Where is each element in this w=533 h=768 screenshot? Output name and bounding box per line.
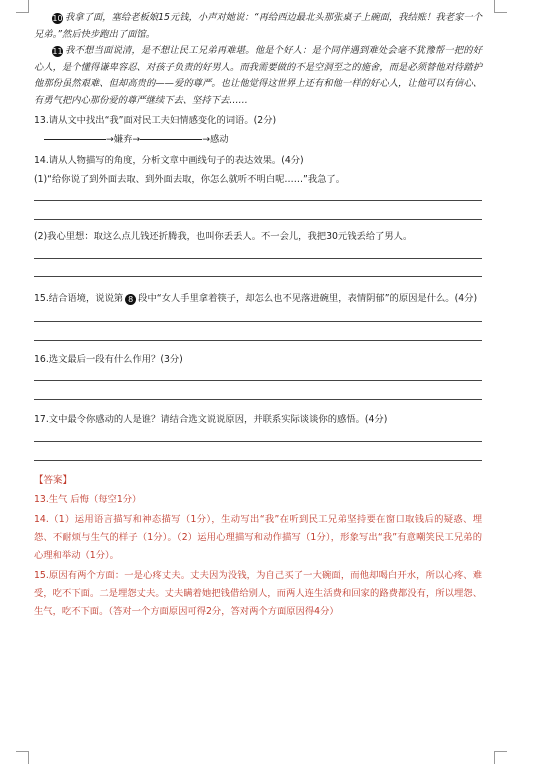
answer-line[interactable]: [34, 441, 482, 442]
answer-line[interactable]: [34, 200, 482, 201]
paragraph-number-badge: 11: [52, 47, 63, 56]
answer-14: 14.（1）运用语言描写和神态描写（1分），生动写出“我”在听到民工兄弟坚持要在窗口取钱后的疑惑、埋怨、不耐烦与生气的样子（1分）。（2）运用心理描写和动作描写（1分），形象写出“我”有意嘲笑民工兄弟的心理和举动（1分）。: [34, 514, 482, 561]
answer-line[interactable]: [34, 340, 482, 341]
question-17: 17.文中最令你感动的人是谁？请结合选文说说原因，并联系实际谈谈你的感悟。(4分): [34, 414, 388, 425]
answer-15: 15.原因有两个方面：一是心疼丈夫。丈夫因为没钱，为自己买了一大碗面，而他却喝白开水，所以心疼、难受，吃不下面。二是埋怨丈夫。丈夫瞒着她把钱借给别人，而两人连生活费和回家的路费都没有，所以埋怨、生气，吃不下面。（答对一个方面原因可得2分，答对两个方面原因得4分）: [34, 570, 482, 617]
question-14: 14.请从人物描写的角度，分析文章中画线句子的表达效果。(4分): [34, 155, 304, 166]
crop-mark-bottom-left: [16, 751, 29, 764]
crop-mark-top-right: [494, 0, 507, 13]
document-content: [34, 6, 482, 621]
question-14-part-1: (1)“给你说了到外面去取、到外面去取，你怎么就听不明白呢……”我急了。: [34, 174, 346, 185]
question-14-part-2: (2)我心里想：取这么点儿钱还折腾我，也叫你丢丢人。不一会儿，我把30元钱丢给了男人。: [34, 231, 413, 242]
arrow-text: →嫌弃→: [106, 134, 141, 145]
passage-paragraph-11: [34, 43, 482, 109]
answer-line[interactable]: [34, 219, 482, 220]
answer-line[interactable]: [34, 321, 482, 322]
answer-line[interactable]: [34, 399, 482, 400]
question-13-blanks: [34, 132, 482, 148]
answer-line[interactable]: [34, 380, 482, 381]
paragraph-number-badge: 8: [125, 294, 136, 305]
paragraph-text: 我不想当面说清，是不想让民工兄弟再难堪。他是个好人：是个同伴遇到难处会毫不犹豫帮一把的好心人，是个懂得谦卑容忍、对孩子负责的好男人。而我需要做的不是空洞至之的施舍，而是必须替他对待踏护他那份虽然艰难、但却高贵的——爱的尊严。也让他觉得这世界上还有和他一样的好心人，让他可以有信心、有勇气把内心那份爱的尊严继续下去、坚持下去……: [34, 45, 482, 106]
question-13: 13.请从文中找出“我”面对民工夫妇情感变化的词语。(2分): [34, 115, 277, 126]
crop-mark-bottom-right: [494, 751, 507, 764]
answer-13: 13.生气 后悔（每空1分）: [34, 494, 142, 505]
question-text: 15.结合语境，说说第: [34, 293, 124, 304]
answer-line[interactable]: [34, 276, 482, 277]
passage-paragraph-10: [34, 10, 482, 43]
paragraph-text: 我拿了面，塞给老板娘15元钱，小声对她说：“再给西边最北头那张桌子上碗面，我结账！我老家一个兄弟。”然后快步跑出了面馆。: [34, 12, 482, 40]
paragraph-number-badge: 10: [52, 14, 63, 23]
arrow-text: →感动: [202, 134, 229, 145]
answer-blank[interactable]: [44, 139, 106, 140]
crop-mark-top-left: [16, 0, 29, 13]
answer-key-header: 【答案】: [34, 475, 73, 486]
answer-blank[interactable]: [140, 139, 202, 140]
question-15: [34, 291, 482, 307]
answer-line[interactable]: [34, 258, 482, 259]
question-text: 段中“女人手里拿着筷子，却怎么也不见落进碗里，表情阴郁”的原因是什么。(4分): [138, 293, 478, 304]
answer-line[interactable]: [34, 460, 482, 461]
question-16: 16.选文最后一段有什么作用？(3分): [34, 354, 183, 365]
